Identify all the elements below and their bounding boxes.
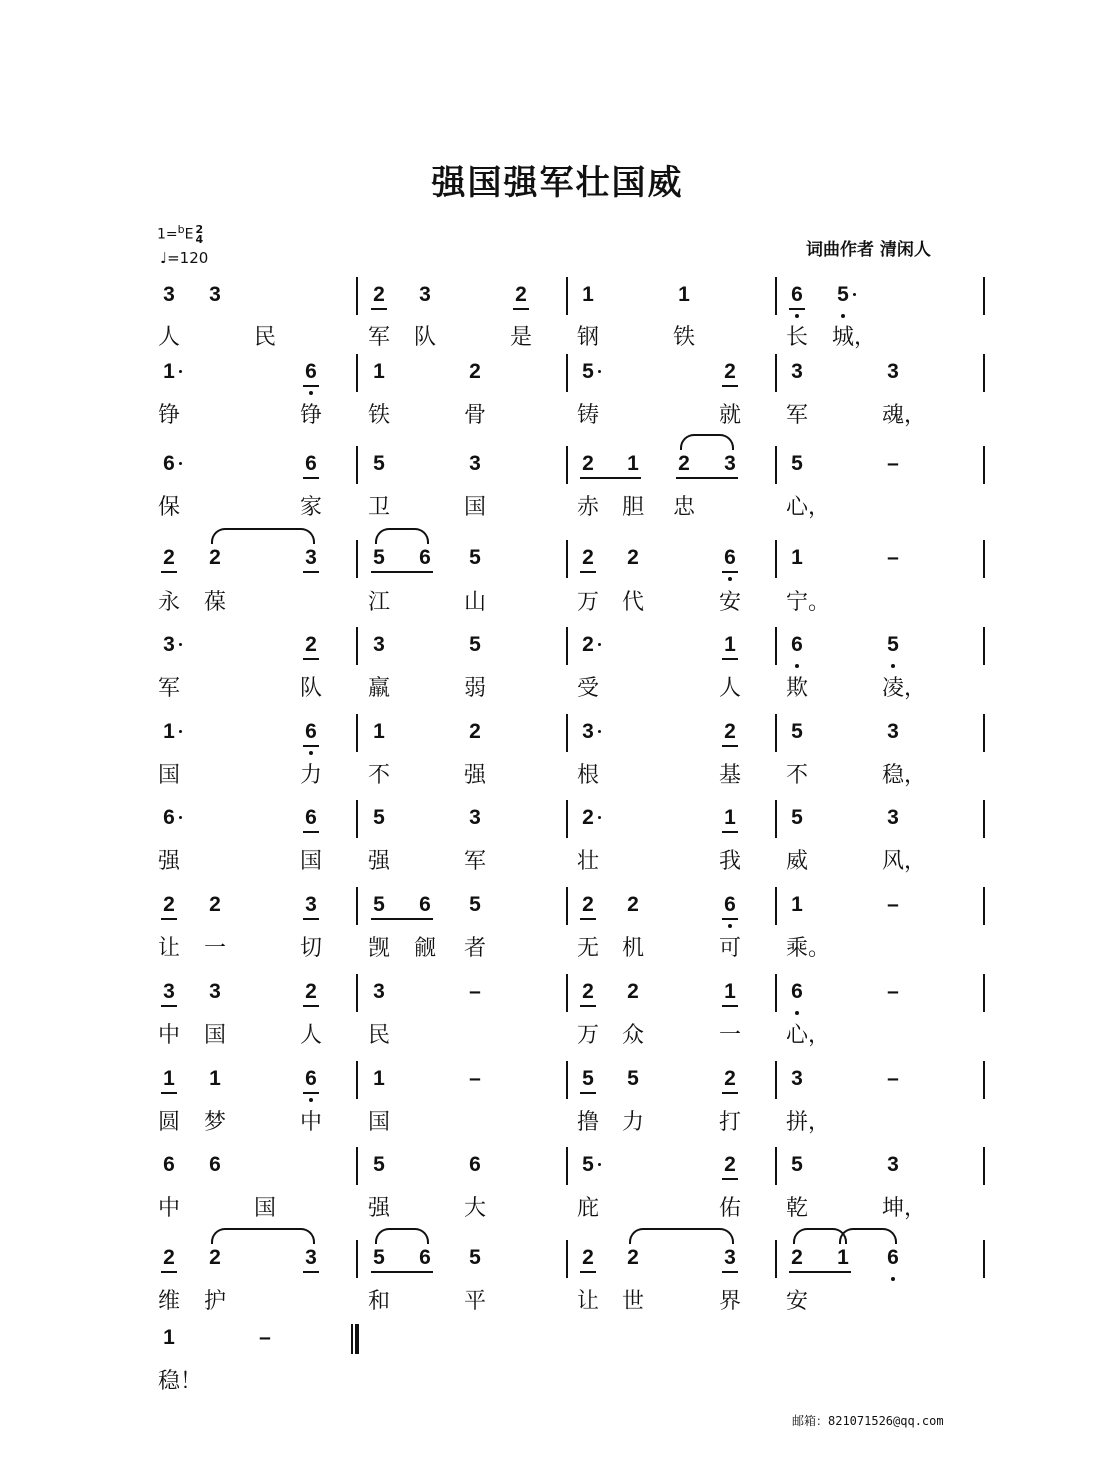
note: 3 bbox=[163, 633, 175, 656]
lyric: 觊 bbox=[367, 936, 390, 961]
note: 6 bbox=[163, 452, 175, 475]
note: 6 bbox=[718, 546, 742, 570]
lyric: 人 bbox=[718, 676, 741, 701]
note: 1 bbox=[163, 360, 175, 383]
note: 6 bbox=[299, 720, 323, 744]
note: 1 bbox=[373, 360, 385, 383]
note: 1 bbox=[209, 1067, 221, 1090]
note: 2 bbox=[576, 1246, 600, 1270]
note: 1 bbox=[837, 1246, 849, 1269]
barline bbox=[775, 887, 777, 925]
lyric: 铁 bbox=[367, 403, 390, 428]
lyric: 圆 bbox=[157, 1110, 180, 1135]
barline bbox=[983, 627, 985, 665]
note: 5 bbox=[373, 806, 385, 829]
lyric: 人 bbox=[157, 325, 180, 350]
lyric: 强 bbox=[367, 849, 390, 874]
slur-arc bbox=[211, 1228, 315, 1244]
lyric: 弱 bbox=[463, 676, 486, 701]
barline bbox=[566, 446, 568, 484]
lyric: 魂， bbox=[882, 403, 927, 428]
note: 2 bbox=[367, 283, 391, 307]
note: 6 bbox=[718, 893, 742, 917]
barline bbox=[566, 1061, 568, 1099]
lyric: 就 bbox=[718, 403, 741, 428]
note: 1 bbox=[163, 720, 175, 743]
note: 5 bbox=[791, 452, 803, 475]
lyric: 根 bbox=[576, 763, 599, 788]
note: 3 bbox=[419, 283, 431, 306]
augmentation-dot bbox=[179, 816, 182, 819]
note: 2 bbox=[469, 720, 481, 743]
note: 6 bbox=[299, 806, 323, 830]
contact-email: 邮箱：821071526@qq.com bbox=[792, 1414, 944, 1428]
lyric: 代 bbox=[621, 590, 644, 615]
lyric: 军 bbox=[157, 676, 180, 701]
note: 5 bbox=[373, 546, 385, 569]
note: 2 bbox=[299, 633, 323, 657]
lyric: 庇 bbox=[576, 1196, 599, 1221]
barline bbox=[566, 540, 568, 578]
page-title: 强国强军壮国威 bbox=[431, 163, 684, 203]
lyric: 国 bbox=[463, 495, 486, 520]
note: 2 bbox=[157, 1246, 181, 1270]
note: 2 bbox=[469, 360, 481, 383]
barline bbox=[983, 1061, 985, 1099]
slur-arc bbox=[375, 528, 429, 544]
lyric: 佑 bbox=[718, 1196, 741, 1221]
lyric: 人 bbox=[299, 1023, 322, 1048]
lyric: 安 bbox=[785, 1289, 808, 1314]
lyric: 护 bbox=[203, 1289, 226, 1314]
barline bbox=[983, 277, 985, 315]
barline bbox=[356, 354, 358, 392]
time-numerator: 2 bbox=[195, 222, 204, 236]
note: 3 bbox=[887, 1153, 899, 1176]
note: 5 bbox=[627, 1067, 639, 1090]
lyric: 壮 bbox=[576, 849, 599, 874]
augmentation-dot bbox=[179, 370, 182, 373]
note: 1 bbox=[791, 546, 803, 569]
lyric: 大 bbox=[463, 1196, 486, 1221]
note: 3 bbox=[718, 1246, 742, 1270]
lyric: 界 bbox=[718, 1289, 741, 1314]
lyric: 国 bbox=[253, 1196, 276, 1221]
note: 5 bbox=[469, 1246, 481, 1269]
augmentation-dot bbox=[179, 643, 182, 646]
lyric: 铮 bbox=[299, 403, 322, 428]
sustain-dash: – bbox=[887, 980, 899, 1003]
barline bbox=[775, 1240, 777, 1278]
barline bbox=[775, 446, 777, 484]
barline bbox=[566, 627, 568, 665]
lyric: 让 bbox=[576, 1289, 599, 1314]
note: 5 bbox=[373, 452, 385, 475]
sustain-dash: – bbox=[469, 1067, 481, 1090]
slur-arc bbox=[629, 1228, 734, 1244]
lyric: 和 bbox=[367, 1289, 390, 1314]
note: 1 bbox=[678, 283, 690, 306]
lyric: 乾 bbox=[785, 1196, 808, 1221]
note: 3 bbox=[209, 283, 221, 306]
note: 5 bbox=[576, 1067, 600, 1091]
barline bbox=[566, 974, 568, 1012]
barline bbox=[983, 540, 985, 578]
barline bbox=[775, 277, 777, 315]
note: 6 bbox=[419, 893, 431, 916]
barline bbox=[775, 354, 777, 392]
note: 2 bbox=[582, 806, 594, 829]
lyric: 打 bbox=[718, 1110, 741, 1135]
lyric: 安 bbox=[718, 590, 741, 615]
note: 3 bbox=[209, 980, 221, 1003]
note: 3 bbox=[724, 452, 736, 475]
barline bbox=[356, 714, 358, 752]
augmentation-dot bbox=[598, 730, 601, 733]
lyric: 乘。 bbox=[786, 936, 831, 961]
beam-line bbox=[580, 477, 641, 479]
note: 5 bbox=[469, 546, 481, 569]
barline bbox=[775, 540, 777, 578]
lyric: 切 bbox=[299, 936, 322, 961]
note: 2 bbox=[576, 893, 600, 917]
lyric: 维 bbox=[157, 1289, 180, 1314]
key-prefix: 1= bbox=[157, 226, 178, 243]
note: 2 bbox=[157, 546, 181, 570]
lyric: 宁。 bbox=[786, 590, 831, 615]
note: 2 bbox=[627, 893, 639, 916]
augmentation-dot bbox=[598, 370, 601, 373]
lyric: 长 bbox=[785, 325, 808, 350]
lyric: 力 bbox=[621, 1110, 644, 1135]
lyric: 民 bbox=[367, 1023, 390, 1048]
note: 2 bbox=[627, 546, 639, 569]
note: 5 bbox=[791, 806, 803, 829]
barline bbox=[775, 1147, 777, 1185]
time-denominator: 4 bbox=[195, 232, 204, 246]
note: 6 bbox=[419, 546, 431, 569]
final-barline bbox=[351, 1324, 353, 1354]
barline bbox=[356, 800, 358, 838]
note: 2 bbox=[718, 1067, 742, 1091]
note: 3 bbox=[887, 806, 899, 829]
note: 6 bbox=[299, 1067, 323, 1091]
barline bbox=[566, 1240, 568, 1278]
lyric: 军 bbox=[785, 403, 808, 428]
barline bbox=[356, 1147, 358, 1185]
barline bbox=[566, 714, 568, 752]
barline bbox=[356, 1061, 358, 1099]
note: 6 bbox=[163, 1153, 175, 1176]
lyric: 家 bbox=[299, 495, 322, 520]
note: 5 bbox=[469, 633, 481, 656]
lyric: 强 bbox=[157, 849, 180, 874]
note: 3 bbox=[299, 546, 323, 570]
lyric: 忠 bbox=[672, 495, 695, 520]
barline bbox=[983, 714, 985, 752]
barline bbox=[356, 627, 358, 665]
barline bbox=[566, 354, 568, 392]
barline bbox=[566, 1147, 568, 1185]
sustain-dash: – bbox=[887, 893, 899, 916]
lyric: 羸 bbox=[367, 676, 390, 701]
note: 3 bbox=[887, 720, 899, 743]
note: 3 bbox=[791, 360, 803, 383]
lyric: 众 bbox=[621, 1023, 644, 1048]
lyric: 中 bbox=[157, 1196, 180, 1221]
note: 3 bbox=[373, 980, 385, 1003]
note: 3 bbox=[299, 893, 323, 917]
note: 3 bbox=[373, 633, 385, 656]
lyric: 葆 bbox=[203, 590, 226, 615]
barline bbox=[356, 1240, 358, 1278]
barline bbox=[775, 714, 777, 752]
key-name: E bbox=[184, 226, 194, 243]
barline bbox=[566, 277, 568, 315]
note: 6 bbox=[299, 360, 323, 384]
barline bbox=[983, 887, 985, 925]
note: 2 bbox=[678, 452, 690, 475]
lyric: 不 bbox=[367, 763, 390, 788]
note: 2 bbox=[299, 980, 323, 1004]
lyric: 威 bbox=[785, 849, 808, 874]
sustain-dash: – bbox=[469, 980, 481, 1003]
note: 6 bbox=[299, 452, 323, 476]
lyric: 觎 bbox=[413, 936, 436, 961]
lyric: 国 bbox=[367, 1110, 390, 1135]
lyric: 胆 bbox=[621, 495, 644, 520]
note: 3 bbox=[469, 452, 481, 475]
note: 6 bbox=[469, 1153, 481, 1176]
lyric: 力 bbox=[299, 763, 322, 788]
note: 5 bbox=[373, 1153, 385, 1176]
lyric: 国 bbox=[299, 849, 322, 874]
note: 2 bbox=[718, 1153, 742, 1177]
note: 2 bbox=[582, 452, 594, 475]
note: 1 bbox=[373, 1067, 385, 1090]
note: 2 bbox=[718, 360, 742, 384]
beam-line bbox=[676, 477, 738, 479]
lyric: 不 bbox=[785, 763, 808, 788]
note: 6 bbox=[209, 1153, 221, 1176]
barline bbox=[356, 446, 358, 484]
barline bbox=[566, 800, 568, 838]
note: 1 bbox=[627, 452, 639, 475]
lyric: 是 bbox=[509, 325, 532, 350]
lyric: 保 bbox=[157, 495, 180, 520]
lyric: 城， bbox=[832, 325, 877, 350]
lyric: 强 bbox=[367, 1196, 390, 1221]
lyric: 受 bbox=[576, 676, 599, 701]
note: 3 bbox=[157, 980, 181, 1004]
lyric: 拼， bbox=[786, 1110, 831, 1135]
barline bbox=[983, 800, 985, 838]
lyric: 国 bbox=[157, 763, 180, 788]
lyric: 欺 bbox=[785, 676, 808, 701]
lyric: 机 bbox=[621, 936, 644, 961]
sustain-dash: – bbox=[887, 1067, 899, 1090]
barline bbox=[983, 974, 985, 1012]
lyric: 无 bbox=[576, 936, 599, 961]
lyric: 民 bbox=[253, 325, 276, 350]
barline bbox=[356, 277, 358, 315]
note: 2 bbox=[582, 633, 594, 656]
augmentation-dot bbox=[598, 816, 601, 819]
note: 6 bbox=[785, 633, 809, 657]
lyric: 可 bbox=[718, 936, 741, 961]
lyric: 一 bbox=[718, 1023, 741, 1048]
sustain-dash: – bbox=[259, 1326, 271, 1349]
note: 1 bbox=[582, 283, 594, 306]
slur-arc bbox=[839, 1228, 897, 1244]
lyric: 队 bbox=[413, 325, 436, 350]
note: 6 bbox=[163, 806, 175, 829]
lyric: 万 bbox=[576, 590, 599, 615]
note: 1 bbox=[373, 720, 385, 743]
note: 2 bbox=[576, 546, 600, 570]
barline bbox=[356, 540, 358, 578]
beam-line bbox=[371, 918, 433, 920]
lyric: 撸 bbox=[576, 1110, 599, 1135]
lyric: 梦 bbox=[203, 1110, 226, 1135]
note: 2 bbox=[718, 720, 742, 744]
lyric: 坤， bbox=[882, 1196, 927, 1221]
barline bbox=[775, 974, 777, 1012]
barline bbox=[983, 1240, 985, 1278]
lyric: 稳， bbox=[882, 763, 927, 788]
beam-line bbox=[371, 1271, 433, 1273]
slur-arc bbox=[680, 434, 734, 450]
barline bbox=[566, 887, 568, 925]
note: 3 bbox=[469, 806, 481, 829]
note: 3 bbox=[299, 1246, 323, 1270]
flat-sign-icon: b bbox=[177, 223, 185, 236]
lyric: 卫 bbox=[367, 495, 390, 520]
lyric: 江 bbox=[367, 590, 390, 615]
final-barline bbox=[355, 1324, 359, 1354]
note: 6 bbox=[785, 980, 809, 1004]
note: 6 bbox=[881, 1246, 905, 1270]
lyric: 平 bbox=[463, 1289, 486, 1314]
note: 2 bbox=[209, 546, 221, 569]
lyric: 永 bbox=[157, 590, 180, 615]
barline bbox=[983, 354, 985, 392]
note: 1 bbox=[157, 1067, 181, 1091]
augmentation-dot bbox=[598, 643, 601, 646]
lyric: 骨 bbox=[463, 403, 486, 428]
note: 5 bbox=[831, 283, 855, 307]
lyric: 让 bbox=[157, 936, 180, 961]
barline bbox=[775, 800, 777, 838]
note: 3 bbox=[582, 720, 594, 743]
lyric: 队 bbox=[299, 676, 322, 701]
lyric: 中 bbox=[299, 1110, 322, 1135]
tempo-value: =120 bbox=[167, 249, 209, 267]
slur-arc bbox=[375, 1228, 429, 1244]
note: 1 bbox=[791, 893, 803, 916]
note: 5 bbox=[469, 893, 481, 916]
author-credit: 词曲作者 清闲人 bbox=[806, 240, 931, 260]
lyric: 者 bbox=[463, 936, 486, 961]
note: 2 bbox=[576, 980, 600, 1004]
note: 2 bbox=[209, 1246, 221, 1269]
lyric: 铸 bbox=[576, 403, 599, 428]
lyric: 军 bbox=[367, 325, 390, 350]
lyric: 国 bbox=[203, 1023, 226, 1048]
barline bbox=[983, 446, 985, 484]
lyric: 基 bbox=[718, 763, 741, 788]
augmentation-dot bbox=[853, 293, 856, 296]
slur-arc bbox=[211, 528, 315, 544]
lyric: 一 bbox=[203, 936, 226, 961]
sustain-dash: – bbox=[887, 452, 899, 475]
barline bbox=[775, 627, 777, 665]
beam-line bbox=[371, 571, 433, 573]
note: 3 bbox=[887, 360, 899, 383]
lyric: 铁 bbox=[672, 325, 695, 350]
lyric: 心， bbox=[786, 1023, 831, 1048]
lyric: 我 bbox=[718, 849, 741, 874]
barline bbox=[983, 1147, 985, 1185]
note: 2 bbox=[509, 283, 533, 307]
augmentation-dot bbox=[598, 1163, 601, 1166]
note: 3 bbox=[791, 1067, 803, 1090]
lyric: 风， bbox=[882, 849, 927, 874]
note: 5 bbox=[582, 360, 594, 383]
lyric: 中 bbox=[157, 1023, 180, 1048]
lyric: 山 bbox=[463, 590, 486, 615]
lyric: 凌， bbox=[882, 676, 927, 701]
sustain-dash: – bbox=[887, 546, 899, 569]
note: 1 bbox=[718, 633, 742, 657]
note: 5 bbox=[881, 633, 905, 657]
note: 2 bbox=[209, 893, 221, 916]
augmentation-dot bbox=[179, 730, 182, 733]
note: 6 bbox=[785, 283, 809, 307]
note: 5 bbox=[373, 1246, 385, 1269]
note: 1 bbox=[718, 980, 742, 1004]
note: 2 bbox=[157, 893, 181, 917]
note: 2 bbox=[627, 980, 639, 1003]
lyric: 钢 bbox=[576, 325, 599, 350]
augmentation-dot bbox=[179, 462, 182, 465]
note: 6 bbox=[419, 1246, 431, 1269]
lyric: 稳！ bbox=[158, 1369, 203, 1394]
note: 1 bbox=[163, 1326, 175, 1349]
lyric: 赤 bbox=[576, 495, 599, 520]
note: 2 bbox=[791, 1246, 803, 1269]
note: 5 bbox=[791, 720, 803, 743]
note: 3 bbox=[163, 283, 175, 306]
barline bbox=[356, 887, 358, 925]
lyric: 万 bbox=[576, 1023, 599, 1048]
lyric: 心， bbox=[786, 495, 831, 520]
note: 5 bbox=[373, 893, 385, 916]
note: 2 bbox=[627, 1246, 639, 1269]
barline bbox=[775, 1061, 777, 1099]
note: 5 bbox=[791, 1153, 803, 1176]
quarter-note-icon: ♩ bbox=[160, 249, 168, 267]
note: 1 bbox=[718, 806, 742, 830]
lyric: 强 bbox=[463, 763, 486, 788]
beam-line bbox=[789, 1271, 851, 1273]
lyric: 军 bbox=[463, 849, 486, 874]
lyric: 铮 bbox=[157, 403, 180, 428]
lyric: 世 bbox=[621, 1289, 644, 1314]
barline bbox=[356, 974, 358, 1012]
note: 5 bbox=[582, 1153, 594, 1176]
